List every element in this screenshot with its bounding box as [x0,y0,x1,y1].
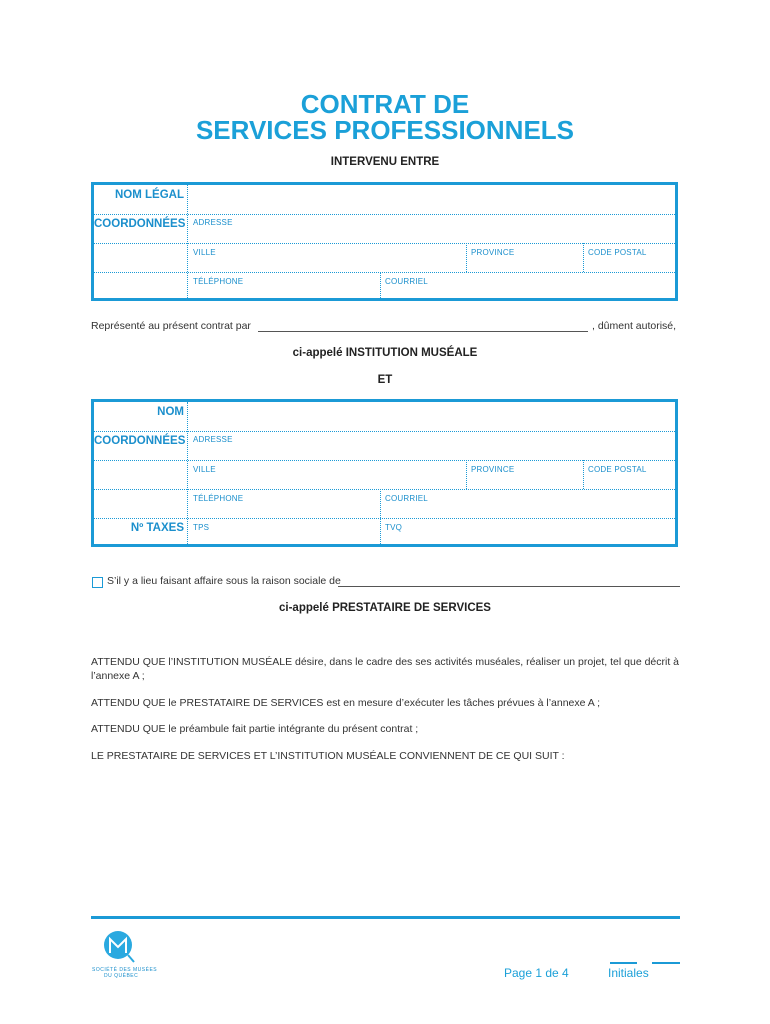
et-label: ET [377,374,393,386]
tvq-field-label: TVQ [385,523,403,532]
raison-sociale-label: S’il y a lieu faisant affaire sous la raison sociale de [107,575,341,587]
logo [100,929,140,969]
nom-legal-label: NOM LÉGAL [115,189,184,201]
footer-rule [91,916,680,919]
represente-suffix: , dûment autorisé, [592,320,677,332]
paragraph-attendu-3: ATTENDU QUE le préambule fait partie intégrante du présent contrat ; [91,723,419,735]
initiales-label: Initiales [608,966,649,980]
logo-icon [100,929,140,965]
adresse-row [94,431,675,461]
telephone-field-label: TÉLÉPHONE [193,494,244,503]
nom-row [94,402,675,432]
ci-appele-institution: ci-appelé INSTITUTION MUSÉALE [292,347,478,359]
taxes-row [94,518,675,544]
adresse-row [94,214,675,244]
tps-field-label: TPS [193,523,210,532]
initiales-line-2[interactable] [652,962,680,964]
raison-sociale-input[interactable] [338,586,680,587]
prestataire-box [91,399,678,547]
telephone-field-label: TÉLÉPHONE [193,277,244,286]
title-line-2: SERVICES PROFESSIONNELS [195,115,575,145]
code-postal-field-label: CODE POSTAL [588,465,647,474]
nom-label: NOM [157,406,184,418]
logo-text-line1: SOCIÉTÉ DES MUSÉES [92,967,158,973]
code-postal-field-label: CODE POSTAL [588,248,647,257]
taxes-label: Nº TAXES [130,522,184,534]
divider [466,460,467,489]
ville-field-label: VILLE [193,248,216,257]
label-divider [187,185,188,298]
ci-appele-prestataire: ci-appelé PRESTATAIRE DE SERVICES [279,602,491,614]
ville-field-label: VILLE [193,465,216,474]
page-number: Page 1 de 4 [504,966,569,980]
ville-row [94,243,675,273]
raison-sociale-checkbox[interactable] [92,577,103,588]
divider [380,272,381,298]
telephone-row [94,272,675,298]
adresse-field-label: ADRESSE [193,218,233,227]
divider [380,518,381,544]
courriel-field-label: COURRIEL [385,277,428,286]
label-divider [187,402,188,544]
courriel-field-label: COURRIEL [385,494,428,503]
adresse-field-label: ADRESSE [193,435,233,444]
institution-box [91,182,678,301]
divider [583,243,584,272]
province-field-label: PROVINCE [471,465,515,474]
ville-row [94,460,675,490]
initiales-line-1[interactable] [610,962,637,964]
paragraph-attendu-2: ATTENDU QUE le PRESTATAIRE DE SERVICES est en mesure d’exécuter les tâches prévues à l’annexe A ; [91,697,601,709]
coordonnees-label: COORDONNÉES [94,435,186,447]
intervenu-entre: INTERVENU ENTRE [330,156,440,168]
coordonnees-label: COORDONNÉES [94,218,186,230]
logo-text-line2: DU QUÉBEC [104,973,139,979]
telephone-row [94,489,675,519]
paragraph-conviennent: LE PRESTATAIRE DE SERVICES ET L’INSTITUTION MUSÉALE CONVIENNENT DE CE QUI SUIT : [91,750,565,762]
divider [583,460,584,489]
represente-prefix: Représenté au présent contrat par [91,320,251,332]
divider [466,243,467,272]
province-field-label: PROVINCE [471,248,515,257]
nom-legal-row [94,185,675,215]
paragraph-attendu-1: ATTENDU QUE l’INSTITUTION MUSÉALE désire, dans le cadre des ses activités muséales, réaliser un projet, tel que décrit à l’annexe A ; [91,656,680,682]
representant-input[interactable] [258,331,588,332]
title-line-1: CONTRAT DE [300,89,470,119]
divider [380,489,381,518]
